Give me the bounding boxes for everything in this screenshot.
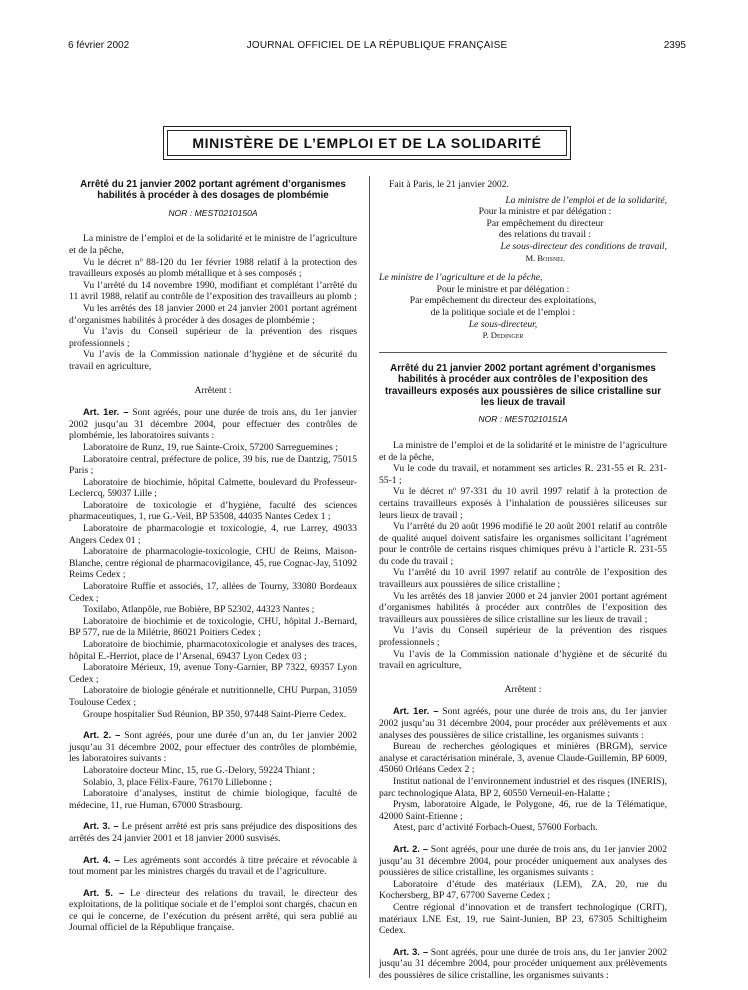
arretent-heading: Arrêtent : (504, 683, 542, 695)
signature-block-emploi (423, 195, 667, 265)
list-item: Laboratoire de biologie générale et nutritionnelle, CHU Purpan, 31059 Toulouse Cedex ; (69, 685, 357, 708)
visa-item: Vu l’avis de la Commission nationale d’hygiène et de sécurité du travail en agriculture, (69, 349, 357, 372)
article-2: Art. 2. – Sont agréés, pour une durée d’un an, du 1er janvier 2002 jusqu’au 31 décembre 2002, pour effectuer des contrôles de plombémie, les laboratoires suivants : (69, 729, 357, 765)
decree-title-plombemie: Arrêté du 21 janvier 2002 portant agrément d’organismes habilités à procéder à des dosages de plombémie (80, 179, 346, 202)
visa-item: Vu l’avis du Conseil supérieur de la prévention des risques professionnels ; (379, 625, 667, 649)
nor-reference: NOR : MEST0210151A (478, 414, 568, 425)
right-column (379, 179, 667, 981)
signature-line: de la politique sociale et de l’emploi : (430, 306, 576, 318)
signature-line: Le sous-directeur des conditions de travail, (500, 240, 667, 252)
signature-line: Pour le ministre et par délégation : (436, 283, 570, 295)
signature-name: P. Dedinger (482, 330, 524, 341)
list-item: Groupe hospitalier Sud Réunion, BP 350, 97448 Saint-Pierre Cedex. (83, 708, 347, 720)
list-item: Laboratoire de pharmacologie-toxicologie, CHU de Reims, Maison-Blanche, centre régional de pharmacovigilance, 45, rue Cognac-Jay, 51092 Reims Cedex ; (69, 546, 357, 581)
visa-item: Vu l’arrêté du 14 novembre 1990, modifiant et complétant l’arrêté du 11 avril 1988, relatif au contrôle de l’exposition des travailleurs au plomb ; (69, 279, 357, 303)
nor-reference: NOR : MESТ0210150A (168, 207, 258, 218)
list-item: Laboratoire de toxicologie et d’hygiène, faculté des sciences pharmaceutiques, 1, rue G.-Veil, BP 53508, 44035 Nantes Cedex 1 ; (69, 499, 357, 523)
org-list-article-2 (379, 879, 667, 937)
list-item: Laboratoire de Runz, 19, rue Sainte-Croix, 57200 Sarreguemines ; (83, 441, 338, 453)
header-date: 6 février 2002 (68, 40, 130, 51)
visa-item: Vu les arrêtés des 18 janvier 2000 et 24 janvier 2001 portant agrément d’organismes habilités à procéder aux contrôles de l’exposition des travailleurs aux poussières de silice cristalline sur les lieux de travail ; (379, 590, 667, 625)
list-item: Laboratoire docteur Minc, 15, rue G.-Delory, 59224 Thiant ; (83, 764, 316, 776)
signature-ministre: Le ministre de l’agriculture et de la pêche, (379, 272, 543, 284)
list-item: Laboratoire de biochimie, hôpital Calmette, boulevard du Professeur-Leclercq, 59037 Lille ; (69, 476, 357, 500)
signature-line: Le sous-directeur, (468, 318, 538, 330)
visas-list (69, 233, 357, 372)
list-item: Atest, parc d’activité Forbach-Ouest, 57600 Forbach. (393, 822, 598, 834)
article-1: Art. 1er. – Sont agréés, pour une durée de trois ans, du 1er janvier 2002 jusqu’au 31 décembre 2004, pour effectuer des contrôles de plombémie, les laboratoires suivants : (69, 406, 358, 442)
list-item: Laboratoire central, préfecture de police, 39 bis, rue de Dantzig, 75015 Paris ; (69, 453, 357, 477)
left-column (69, 179, 357, 934)
decree-title-silice: Arrêté du 21 janvier 2002 portant agrément d’organismes habilités à procéder aux contrôles de l’exposition des travailleurs exposés aux poussières de silice cristalline sur les lieux de travail (384, 362, 662, 408)
list-item: Bureau de recherches géologiques et minières (BRGM), service analyse et caractérisation minérale, 3, avenue Claude-Guillemin, BP 6009, 45060 Orléans Cedex 2 ; (379, 741, 667, 776)
nor-code: MEST0210151A (504, 414, 568, 425)
signature-ministre: La ministre de l’emploi et de la solidarité, (505, 194, 667, 206)
visa-item: Vu l’arrêté du 20 août 1996 modifié le 20 août 2001 relatif au contrôle de qualité auquel doivent satisfaire les organismes sollicitant l’agrément pour le contrôle de certains risques chimiques prévu à l’article R. 231-55 du code du travail ; (379, 521, 667, 567)
list-item: Laboratoire de biochimie, pharmacotoxicologie et analyses des traces, hôpital E.-Herriot, place de l’Arsenal, 69437 Lyon Cedex 03 ; (69, 639, 357, 662)
signature-line: Par empêchement du directeur (486, 217, 604, 229)
article-2: Art. 2. – Sont agréés, pour une durée de trois ans, du 1er janvier 2002 jusqu’au 31 décembre 2004, pour procéder uniquement aux analyses des poussières de silice cristalline, les organismes suivants : (379, 842, 667, 879)
article-1: Art. 1er. – Sont agréés, pour une durée de trois ans, du 1er janvier 2002 jusqu’au 31 décembre 2004, pour procéder aux prélèvements et aux analyses des poussières de silice cristalline, les organismes suivants : (379, 705, 668, 741)
list-item: Solabio, 3, place Félix-Faure, 76170 Lillebonne ; (83, 776, 272, 788)
lab-list-article-1 (69, 442, 357, 720)
list-item: Laboratoire d’analyses, institut de chimie biologique, faculté de médecine, 11, rue Human, 67000 Strasbourg. (69, 788, 357, 811)
section-separator (379, 352, 667, 353)
signature-line: Pour la ministre et par délégation : (478, 206, 612, 218)
signature-line: des relations du travail : (498, 229, 592, 241)
visa-item: Vu le décret nº 88-120 du 1er février 1988 relatif à la protection des travailleurs exposés au plomb métallique et à ses composés ; (69, 256, 357, 280)
article-5: Art. 5. – Le directeur des relations du travail, le directeur des exploitations, de la politique sociale et de l’emploi sont chargés, chacun en ce qui le concerne, de l’exécution du présent arrêté, qui sera publié au Journal officiel de la République française. (69, 886, 358, 934)
header-journal-title: JOURNAL OFFICIEL DE LA RÉPUBLIQUE FRANÇAISE (246, 40, 508, 51)
page-header (68, 40, 686, 54)
article-4: Art. 4. – Les agréments sont accordés à titre précaire et révocable à tout moment par les ministres chargés du travail et de l’agriculture. (69, 853, 358, 878)
signature-name: M. Boisnel (525, 252, 565, 263)
column-divider (369, 176, 370, 978)
visas-list (379, 440, 667, 672)
list-item: Laboratoire Ruffie et associés, 17, allées de Tourny, 33080 Bordeaux Cedex ; (69, 581, 357, 604)
visa-item: Vu le code du travail, et notamment ses articles R. 231-55 et R. 231-55-1 ; (379, 463, 667, 486)
list-item: Laboratoire de pharmacologie et toxicologie, 4, rue Larrey, 49033 Angers Cedex 01 ; (69, 523, 357, 546)
list-item: Toxilabo, Atlanpôle, rue Bobière, BP 52302, 44323 Nantes ; (83, 604, 315, 616)
org-list-article-1 (379, 741, 667, 834)
visa-item: Vu l’avis de la Commission nationale d’hygiène et de sécurité du travail en agriculture, (379, 648, 667, 672)
list-item: Institut national de l’environnement industriel et des risques (INERIS), parc technologique Alata, BP 2, 60550 Verneuil-en-Halatte ; (379, 775, 667, 799)
list-item: Laboratoire d’étude des matériaux (LEM), ZA, 20, rue du Kochersberg, BP 47, 67700 Saverne Cedex ; (379, 878, 667, 902)
signature-line: Par empêchement du directeur des exploitations, (409, 295, 597, 307)
visa-item: Vu l’avis du Conseil supérieur de la prévention des risques professionnels ; (69, 326, 357, 349)
list-item: Laboratoire de biochimie et de toxicologie, CHU, hôpital J.-Bernard, BP 577, rue de la Milétrie, 86021 Poitiers Cedex ; (69, 615, 357, 639)
list-item: Laboratoire Mérieux, 19, avenue Tony-Garnier, BP 7322, 69357 Lyon Cedex ; (69, 662, 357, 685)
ministry-title-box (163, 126, 571, 160)
nor-code: MESТ0210150A (194, 207, 258, 218)
signature-block-agriculture (379, 272, 627, 342)
list-item: Prysm, laboratoire Algade, le Polygone, 46, rue de la Télématique, 42000 Saint-Etienne ; (379, 799, 667, 822)
ministry-title: MINISTÈRE DE L’EMPLOI ET DE LA SOLIDARITÉ (167, 130, 567, 156)
article-3: Art. 3. – Sont agréés, pour une durée de trois ans, du 1er janvier 2002 jusqu’au 31 décembre 2004, pour procéder uniquement aux prélèvements des poussières de silice cristalline, les organismes suivants : (379, 945, 667, 981)
lab-list-article-2 (69, 765, 357, 811)
list-item: Centre régional d’innovation et de transfert technologique (CRIT), matériaux LNE Est, 19, rue Saint-Junien, BP 23, 67305 Schiltigheim Cedex. (379, 901, 667, 937)
fait-a-paris: Fait à Paris, le 21 janvier 2002. (389, 179, 509, 190)
visa-item: La ministre de l’emploi et de la solidarité et le ministre de l’agriculture et de la pêche, (379, 439, 667, 463)
visa-item: Vu les arrêtés des 18 janvier 2000 et 24 janvier 2001 portant agrément d’organismes habilités à procéder à des dosages de plombémie ; (69, 302, 357, 326)
visa-item: Vu le décret nº 97-331 du 10 avril 1997 relatif à la protection de certains travailleurs exposés à l’inhalation de poussières siliceuses sur leurs lieux de travail ; (379, 486, 667, 521)
header-page-number: 2395 (663, 40, 686, 51)
visa-item: Vu l’arrêté du 10 avril 1997 relatif au contrôle de l’exposition des travailleurs aux poussières de silice cristalline ; (379, 567, 667, 591)
article-3: Art. 3. – Le présent arrêté est pris sans préjudice des dispositions des arrêtés des 24 janvier 2001 et 18 janvier 2000 susvisés. (69, 820, 357, 844)
arretent-heading: Arrêtent : (194, 384, 232, 396)
visa-item: La ministre de l’emploi et de la solidarité et le ministre de l’agriculture et de la pêche, (69, 233, 357, 256)
